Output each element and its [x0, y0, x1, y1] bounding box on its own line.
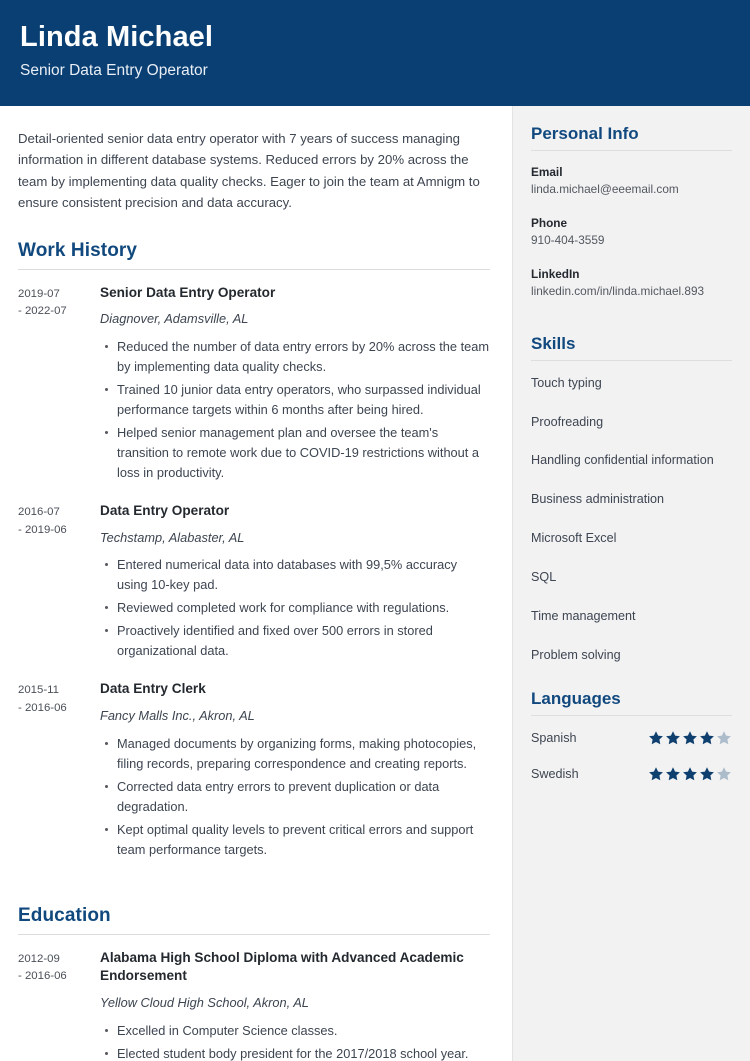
star-filled-icon [699, 730, 715, 746]
personal-info-value[interactable]: linkedin.com/in/linda.michael.893 [531, 283, 705, 298]
star-filled-icon [648, 730, 664, 746]
entry-date-end: - 2016-06 [18, 701, 67, 714]
section-title-education: Education [18, 904, 111, 926]
personal-info-item [531, 165, 732, 198]
resume-entry [18, 949, 490, 1061]
work-history-entries [18, 284, 490, 863]
entry-bullet: Elected student body president for the 2017/2018 school year. [117, 1044, 490, 1061]
skill-item: Proofreading [531, 414, 604, 429]
language-rating-stars [648, 730, 732, 746]
star-empty-icon [716, 730, 732, 746]
personal-info-label: Email [531, 165, 563, 179]
entry-bullet-list [100, 1021, 490, 1061]
language-row [531, 766, 732, 782]
resume-body [0, 106, 750, 1061]
entry-bullet-list [100, 555, 490, 661]
skill-item: SQL [531, 570, 557, 585]
star-filled-icon [699, 766, 715, 782]
skill-item: Time management [531, 608, 636, 623]
entry-date-start: 2015-11 [18, 684, 59, 697]
entry-bullet: Corrected data entry errors to prevent duplication or data degradation. [117, 777, 490, 817]
section-title-personal-info: Personal Info [531, 124, 639, 143]
entry-bullet: Reduced the number of data entry errors by 20% across the team by implementing data quality checks. [117, 337, 490, 377]
entry-date-range [18, 502, 100, 664]
personal-info-item [531, 216, 732, 249]
star-filled-icon [665, 766, 681, 782]
entry-date-range [18, 680, 100, 862]
resume-entry [18, 502, 490, 664]
entry-organization: Diagnover, Adamsville, AL [100, 311, 249, 327]
candidate-name: Linda Michael [20, 21, 214, 53]
section-divider [531, 715, 732, 716]
entry-bullet: Trained 10 junior data entry operators, who surpassed individual performance targets within 6 months after being hired. [117, 380, 490, 420]
entry-role-title: Alabama High School Diploma with Advanced Academic Endorsement [100, 949, 464, 984]
personal-info-value[interactable]: 910-404-3559 [531, 232, 605, 247]
entry-bullet: Excelled in Computer Science classes. [117, 1021, 490, 1041]
section-title-skills: Skills [531, 333, 576, 353]
section-divider [18, 269, 490, 270]
section-divider [531, 150, 732, 151]
resume-header [0, 0, 750, 106]
sidebar-column [512, 106, 750, 1061]
star-empty-icon [716, 766, 732, 782]
skills-list [531, 375, 732, 663]
skill-item: Business administration [531, 492, 664, 507]
entry-bullet: Helped senior management plan and oversee the team's transition to remote work due to COVID-19 restrictions without a loss in productivity. [117, 423, 490, 483]
entry-date-end: - 2019-06 [18, 523, 67, 536]
section-divider [531, 360, 732, 361]
resume-entry [18, 284, 490, 486]
entry-date-start: 2016-07 [18, 505, 60, 518]
entry-bullet: Reviewed completed work for compliance with regulations. [117, 598, 490, 618]
section-spacer [531, 318, 732, 334]
entry-bullet: Entered numerical data into databases with 99,5% accuracy using 10-key pad. [117, 555, 490, 595]
personal-info-value[interactable]: linda.michael@eeemail.com [531, 182, 679, 196]
entry-organization: Yellow Cloud High School, Akron, AL [100, 995, 309, 1011]
entry-date-range [18, 284, 100, 486]
entry-date-end: - 2022-07 [18, 305, 67, 318]
section-title-work-history: Work History [18, 239, 138, 261]
entry-organization: Techstamp, Alabaster, AL [100, 529, 245, 545]
section-title-languages: Languages [531, 689, 621, 709]
candidate-job-title: Senior Data Entry Operator [20, 61, 208, 79]
entry-date-end: - 2016-06 [18, 970, 67, 983]
entry-role-title: Data Entry Clerk [100, 681, 206, 697]
professional-summary: Detail-oriented senior data entry operator with 7 years of success managing information in different database systems. Reduced errors by 20% across the team by implementing data quality checks. Eager to join the team at Amnigm to ensure consistent precision and data accuracy. [18, 131, 480, 211]
entry-body [100, 284, 490, 486]
entry-organization: Fancy Malls Inc., Akron, AL [100, 708, 255, 723]
star-filled-icon [682, 730, 698, 746]
personal-info-label: Phone [531, 215, 568, 230]
entry-bullet: Proactively identified and fixed over 500 errors in stored organizational data. [117, 621, 490, 661]
languages-list [531, 730, 732, 782]
language-rating-stars [648, 766, 732, 782]
main-column [0, 106, 512, 1061]
entry-body [100, 680, 490, 862]
star-filled-icon [665, 730, 681, 746]
section-divider [18, 934, 490, 935]
entry-date-range [18, 949, 100, 1061]
entry-bullet: Kept optimal quality levels to prevent critical errors and support team performance targets. [117, 820, 490, 860]
entry-bullet-list [100, 734, 490, 860]
personal-info-list [531, 165, 732, 300]
skill-item: Touch typing [531, 375, 602, 390]
language-name: Spanish [531, 731, 577, 746]
resume-entry [18, 680, 490, 862]
entry-body [100, 949, 490, 1061]
entry-body [100, 502, 490, 664]
entry-bullet: Managed documents by organizing forms, making photocopies, filing records, preparing correspondence and creating reports. [117, 734, 490, 774]
section-spacer [18, 879, 490, 905]
entry-role-title: Data Entry Operator [100, 502, 230, 518]
language-name: Swedish [531, 767, 579, 782]
entry-date-start: 2019-07 [18, 287, 60, 300]
education-entries [18, 949, 490, 1061]
skill-item: Microsoft Excel [531, 531, 617, 546]
language-row [531, 730, 732, 746]
star-filled-icon [648, 766, 664, 782]
skill-item: Handling confidential information [531, 453, 714, 468]
entry-bullet-list [100, 337, 490, 483]
star-filled-icon [682, 766, 698, 782]
personal-info-label: LinkedIn [531, 266, 580, 281]
personal-info-item [531, 267, 732, 300]
skill-item: Problem solving [531, 647, 621, 662]
entry-date-start: 2012-09 [18, 952, 60, 965]
entry-role-title: Senior Data Entry Operator [100, 284, 276, 300]
